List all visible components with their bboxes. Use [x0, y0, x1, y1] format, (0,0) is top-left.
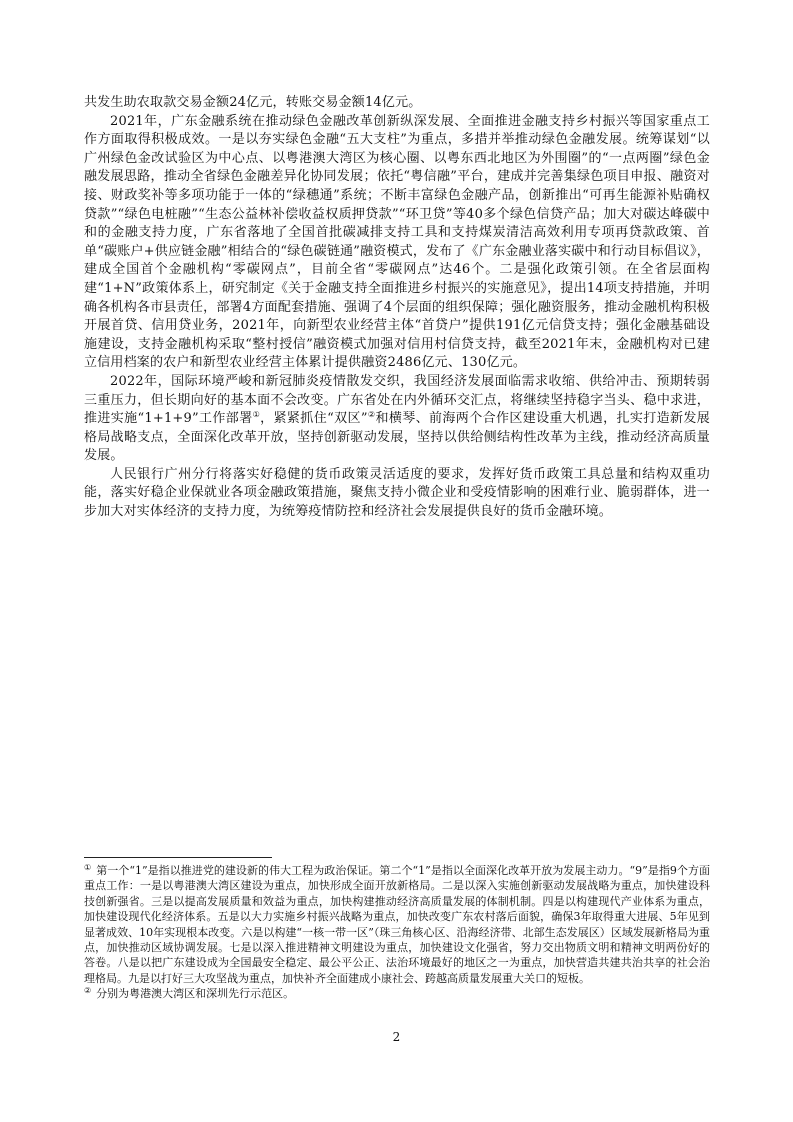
- footnote-divider: [84, 857, 272, 858]
- paragraph-4: 人民银行广州分行将落实好稳健的货币政策灵活适度的要求，发挥好货币政策工具总量和结构双重功能，落实好稳企业保就业各项金融政策措施，聚焦支持小微企业和受疫情影响的困难行业、脆弱群体，进一步加大对实体经济的支持力度，为统筹疫情防控和经济社会发展提供良好的货币金融环境。: [84, 466, 710, 520]
- footnote-ref-1[interactable]: ①: [252, 410, 261, 420]
- footnote-2-mark: ②: [84, 986, 92, 996]
- paragraph-2: 2021年，广东金融系统在推动绿色金融改革创新纵深发展、全面推进金融支持乡村振兴等国家重点工作方面取得积极成效。一是以夯实绿色金融“五大支柱”为重点，多措并举推动绿色金融发展。统筹谋划“以广州绿色金改试验区为中心点、以粤港澳大湾区为核心圈、以粤东西北地区为外围圈”的“一点两圈”绿色金融发展思路，推动全省绿色金融差异化协同发展；依托“粤信融”平台，建成并完善集绿色项目申报、融资对接、财政奖补等多项功能于一体的“绿穗通”系统；不断丰富绿色金融产品，创新推出“可再生能源补贴确权贷款”“绿色电桩融”“生态公益林补偿收益权质押贷款”“环卫贷”等40多个绿色信贷产品；加大对碳达峰碳中和的金融支持力度，广东省落地了全国首批碳减排支持工具和支持煤炭清洁高效利用专项再贷款政策、首单“碳账户+供应链金融”相结合的“绿色碳链通”融资模式，发布了《广东金融业落实碳中和行动目标倡议》，建成全国首个金融机构“零碳网点”，目前全省“零碳网点”达46个。二是强化政策引领。在全省层面构建“1+N”政策体系上，研究制定《关于金融支持全面推进乡村振兴的实施意见》，提出14项支持措施，并明确各机构各市县责任，部署4方面配套措施、强调了4个层面的组织保障；强化融资服务，推动金融机构积极开展首贷、信用贷业务，2021年，向新型农业经营主体“首贷户”提供191亿元信贷支持；强化金融基础设施建设，支持金融机构采取“整村授信”融资模式加强对信用村信贷支持，截至2021年末，金融机构对已建立信用档案的农户和新型农业经营主体累计提供融资2486亿元、130亿元。: [84, 113, 710, 371]
- footnote-1-mark: ①: [84, 863, 92, 872]
- footnote-1-text: 第一个“1”是指以推进党的建设新的伟大工程为政治保证。第二个“1”是指以全面深化改革开放为发展主动力。“9”是指9个方面重点工作：一是以粤港澳大湾区建设为重点，加快形成全面开放新格局。二是以深入实施创新驱动发展战略为重点，加快建设科技创新强省。三是以提高发展质量和效益为重点，加快构建推动经济高质量发展的体制机制。四是以构建现代产业体系为重点，加快建设现代化经济体系。五是以大力实施乡村振兴战略为重点，加快改变广东农村落后面貌，确保3年取得重大进展、5年见到显著成效、10年实现根本改变。六是以构建“一核一带一区”（珠三角核心区、沿海经济带、北部生态发展区）区域发展新格局为重点，加快推动区域协调发展。七是以深入推进精神文明建设为重点，加快建设文化强省，努力交出物质文明和精神文明两份好的答卷。八是以把广东建设成为全国最安全稳定、最公平公正、法治环境最好的地区之一为重点，加快营造共建共治共享的社会治理格局。九是以打好三大攻坚战为重点，加快补齐全面建成小康社会、跨越高质量发展重大关口的短板。: [84, 864, 711, 985]
- paragraph-3-part-a: 2022年，国际环境严峻和新冠肺炎疫情散发交织，我国经济发展面临需求收缩、供给冲击、预期转弱三重压力，但长期向好的基本面不会改变。广东省处在内外循环交汇点，将继续坚持稳字当头、稳中求进，推进实施“1+1+9”工作部署: [84, 373, 710, 427]
- footnote-2-text: 分别为粤港澳大湾区和深圳先行示范区。: [96, 987, 295, 1001]
- footnotes: [84, 863, 710, 1002]
- footnote-ref-2[interactable]: ②: [367, 410, 376, 420]
- paragraph-3-part-c: 和横琴、前海两个合作区建设重大机遇，扎实打造新发展格局战略支点，全面深化改革开放，坚持创新驱动发展，坚持以供给侧结构性改革为主线，推动经济高质量发展。: [84, 411, 710, 464]
- body-text: [84, 94, 710, 522]
- paragraph-3: [84, 373, 710, 466]
- footnote-1: [84, 863, 710, 986]
- page-number: 2: [392, 1030, 401, 1044]
- paragraph-3-part-b: ，紧紧抓住“双区”: [260, 411, 368, 427]
- paragraph-1: 共发生助农取款交易金额24亿元，转账交易金额14亿元。: [84, 95, 422, 110]
- footnote-2: [84, 986, 710, 1001]
